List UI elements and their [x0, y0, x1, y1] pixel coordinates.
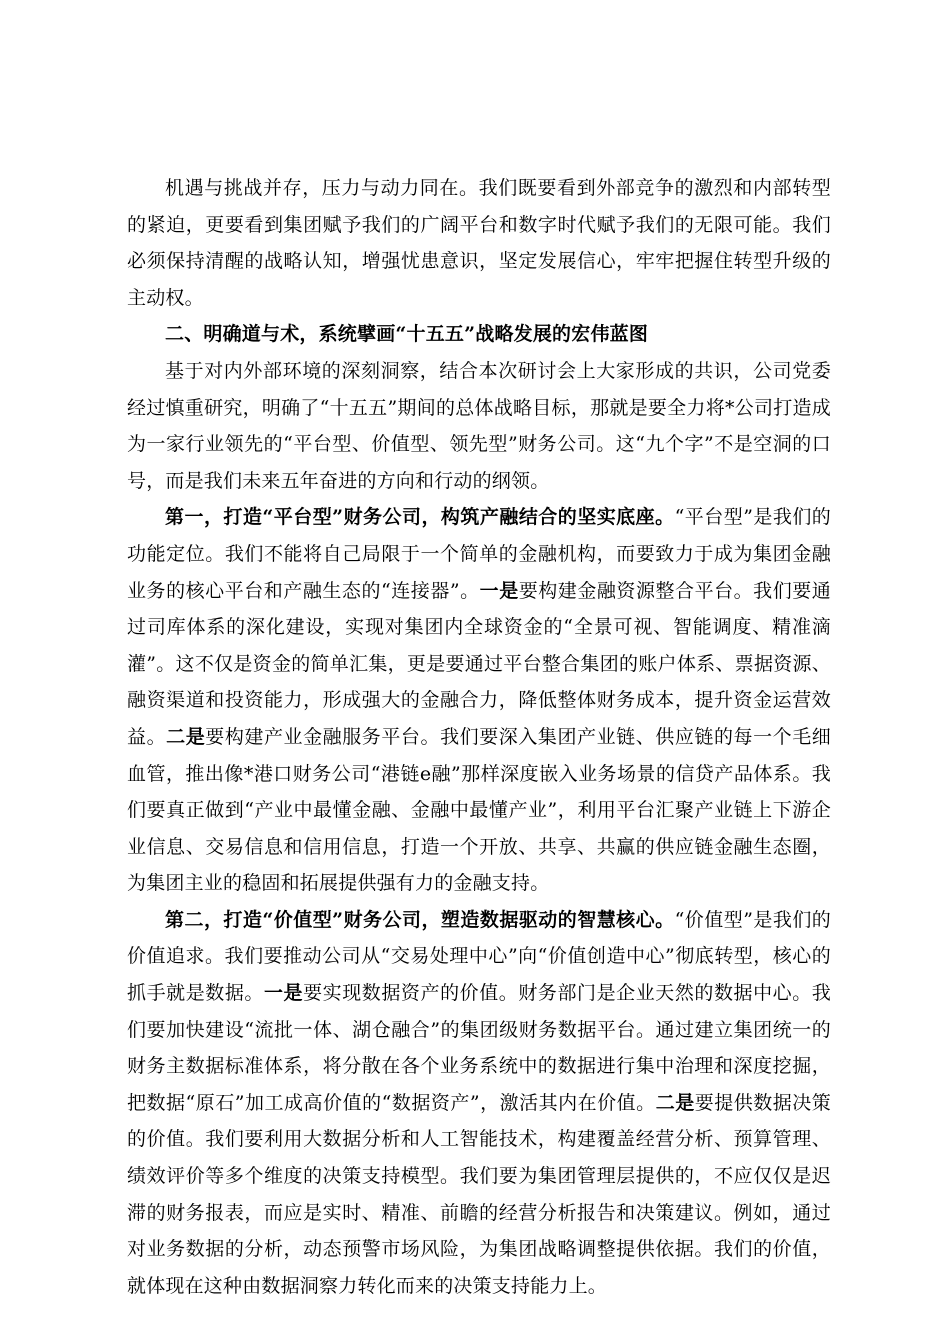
paragraph-text: 要实现数据资产的价值。财务部门是企业天然的数据中心。我们要加快建设“流批一体、湖仓融合”的集团级财务数据平台。通过建立集团统一的财务主数据标准体系，将分散在各个业务系统中的数据进行集中治理和深度挖掘，把数据“原石”加工成高价值的“数据资产”，激活其内在价值。	[127, 982, 832, 1114]
paragraph-text: 机遇与挑战并存，压力与动力同在。我们既要看到外部竞争的激烈和内部转型的紧迫，更要看到集团赋予我们的广阔平台和数字时代赋予我们的无限可能。我们必须保持清醒的战略认知，增强忧患意识，坚定发展信心，牢牢把握住转型升级的主动权。	[127, 177, 831, 309]
keyword-second: 二是	[655, 1091, 695, 1114]
paragraph-text: 基于对内外部环境的深刻洞察，结合本次研讨会上大家形成的共识，公司党委经过慎重研究，明确了“十五五”期间的总体战略目标，那就是要全力将*公司打造成为一家行业领先的“平台型、价值型、领先型”财务公司。这“九个字”不是空洞的口号，而是我们未来五年奋进的方向和行动的纲领。	[127, 359, 831, 492]
paragraph-strategic-goal	[127, 353, 831, 499]
section-heading-2: 二、明确道与术，系统擘画“十五五”战略发展的宏伟蓝图	[165, 323, 649, 346]
paragraph-lead-bold: 第二，打造“价值型”财务公司，塑造数据驱动的智慧核心。	[165, 908, 675, 931]
paragraph-text: “平台型”是我们的功能定位。我们不能将自己局限于一个简单的金融机构，而要致力于成为集团金融业务的核心平台和产融生态的“连接器”。	[127, 506, 831, 602]
keyword-first: 一是	[263, 982, 304, 1005]
paragraph-value-type	[127, 902, 831, 1305]
paragraph-lead-bold: 第一，打造“平台型”财务公司，构筑产融结合的坚实底座。	[165, 506, 675, 529]
keyword-first: 一是	[479, 579, 519, 602]
paragraph-opportunities	[127, 170, 831, 316]
keyword-second: 二是	[166, 725, 206, 748]
document-body	[127, 170, 831, 1304]
paragraph-text: “价值型”是我们的价值追求。我们要推动公司从“交易处理中心”向“价值创造中心”彻底转型，核心的抓手就是数据。	[127, 908, 831, 1005]
paragraph-platform-type	[127, 499, 831, 902]
paragraph-text: 要提供数据决策的价值。我们要利用大数据分析和人工智能技术，构建覆盖经营分析、预算管理、绩效评价等多个维度的决策支持模型。我们要为集团管理层提供的，不应仅仅是迟滞的财务报表，而应是实时、精准、前瞻的经营分析报告和决策建议。例如，通过对业务数据的分析，动态预警市场风险，为集团战略调整提供依据。我们的价值，就体现在这种由数据洞察力转化而来的决策支持能力上。	[127, 1091, 832, 1297]
paragraph-text: 要构建金融资源整合平台。我们要通过司库体系的深化建设，实现对集团内全球资金的“全景可视、智能调度、精准滴灌”。这不仅是资金的简单汇集，更是要通过平台整合集团的账户体系、票据资源、融资渠道和投资能力，形成强大的金融合力，降低整体财务成本，提升资金运营效益。	[127, 579, 832, 748]
paragraph-text: 要构建产业金融服务平台。我们要深入集团产业链、供应链的每一个毛细血管，推出像*港口财务公司“港链e融”那样深度嵌入业务场景的信贷产品体系。我们要真正做到“产业中最懂金融、金融中最懂产业”，利用平台汇聚产业链上下游企业信息、交易信息和信用信息，打造一个开放、共享、共赢的供应链金融生态圈，为集团主业的稳固和拓展提供强有力的金融支持。	[127, 725, 832, 895]
